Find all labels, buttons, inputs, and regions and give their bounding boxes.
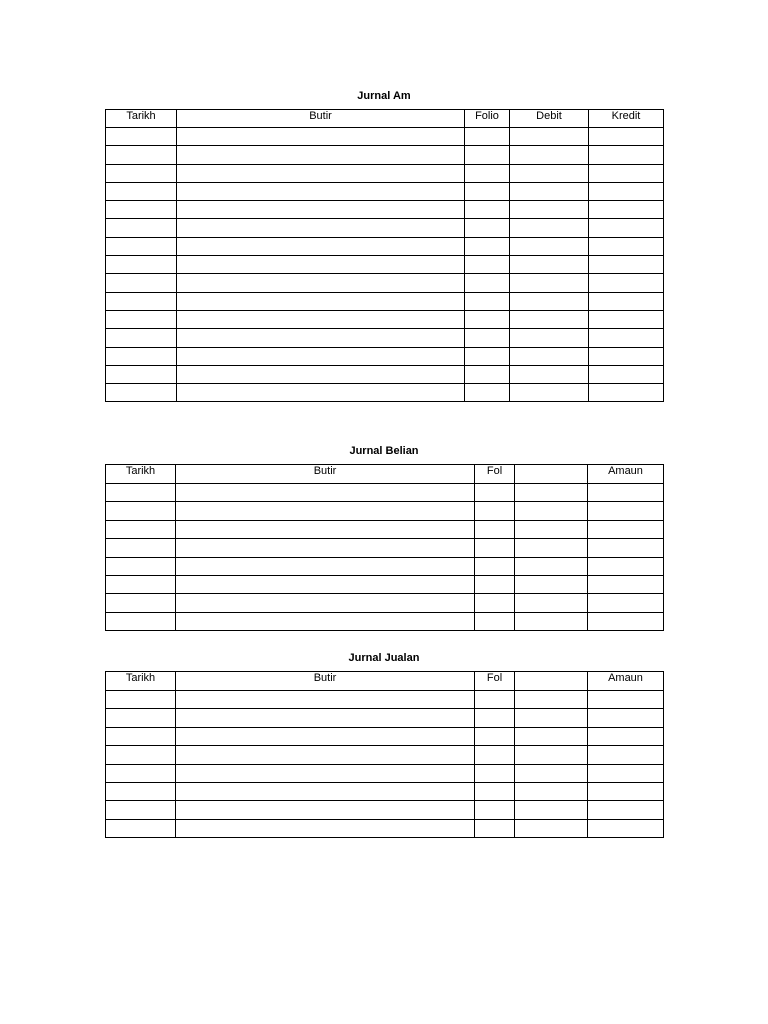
table-cell[interactable] [176, 484, 475, 502]
table-cell[interactable] [510, 384, 589, 402]
table-cell[interactable] [515, 502, 588, 520]
table-cell[interactable] [589, 219, 664, 237]
table-cell[interactable] [465, 365, 510, 383]
table-cell[interactable] [106, 764, 176, 782]
table-cell[interactable] [515, 782, 588, 800]
table-cell[interactable] [106, 484, 176, 502]
header-kredit: Kredit [589, 110, 664, 128]
table-cell[interactable] [510, 128, 589, 146]
table-cell[interactable] [106, 709, 176, 727]
table-row [106, 256, 664, 274]
table-row [106, 502, 664, 520]
table-row [106, 274, 664, 292]
table-cell[interactable] [475, 484, 515, 502]
table-cell[interactable] [510, 329, 589, 347]
table-cell[interactable] [589, 164, 664, 182]
table-cell[interactable] [510, 256, 589, 274]
table-cell[interactable] [106, 691, 176, 709]
table-cell[interactable] [106, 801, 176, 819]
header-amaun: Amaun [588, 672, 664, 691]
table-cell[interactable] [176, 612, 475, 630]
table-cell[interactable] [176, 727, 475, 745]
table-cell[interactable] [510, 310, 589, 328]
table-cell[interactable] [515, 594, 588, 612]
table-cell[interactable] [176, 594, 475, 612]
table-cell[interactable] [177, 128, 465, 146]
header-folio: Folio [465, 110, 510, 128]
table-cell[interactable] [106, 520, 176, 538]
table-cell[interactable] [177, 182, 465, 200]
table-cell[interactable] [465, 384, 510, 402]
table-cell[interactable] [177, 347, 465, 365]
table-row [106, 128, 664, 146]
table-cell[interactable] [510, 274, 589, 292]
table-cell[interactable] [589, 347, 664, 365]
table-cell[interactable] [588, 746, 664, 764]
table-cell[interactable] [589, 237, 664, 255]
jurnal-jualan-table [105, 671, 664, 838]
table-cell[interactable] [515, 709, 588, 727]
table-cell[interactable] [588, 764, 664, 782]
table-cell[interactable] [475, 520, 515, 538]
table-cell[interactable] [475, 727, 515, 745]
table-row [106, 575, 664, 593]
table-cell[interactable] [106, 292, 177, 310]
table-cell[interactable] [106, 365, 177, 383]
table-cell[interactable] [515, 801, 588, 819]
table-cell[interactable] [177, 201, 465, 219]
table-cell[interactable] [510, 146, 589, 164]
table-cell[interactable] [588, 709, 664, 727]
table-cell[interactable] [588, 819, 664, 837]
table-cell[interactable] [465, 274, 510, 292]
table-cell[interactable] [475, 764, 515, 782]
table-cell[interactable] [106, 502, 176, 520]
table-cell[interactable] [515, 557, 588, 575]
table-row [106, 365, 664, 383]
table-cell[interactable] [588, 520, 664, 538]
header-tarikh: Tarikh [106, 465, 176, 484]
table-cell[interactable] [589, 329, 664, 347]
table-cell[interactable] [515, 746, 588, 764]
table-cell[interactable] [176, 539, 475, 557]
table-row [106, 801, 664, 819]
table-cell[interactable] [515, 484, 588, 502]
table-cell[interactable] [106, 347, 177, 365]
table-cell[interactable] [106, 819, 176, 837]
header-butir: Butir [177, 110, 465, 128]
header-butir: Butir [176, 672, 475, 691]
table-cell[interactable] [176, 746, 475, 764]
table-cell[interactable] [177, 329, 465, 347]
table-cell[interactable] [465, 182, 510, 200]
table-cell[interactable] [177, 237, 465, 255]
header-blank [515, 465, 588, 484]
table-cell[interactable] [465, 256, 510, 274]
header-debit: Debit [510, 110, 589, 128]
table-cell[interactable] [588, 782, 664, 800]
jurnal-am-title: Jurnal Am [357, 90, 411, 102]
header-fol: Fol [475, 672, 515, 691]
table-row [106, 709, 664, 727]
table-row [106, 612, 664, 630]
table-cell[interactable] [106, 727, 176, 745]
table-cell[interactable] [589, 146, 664, 164]
table-cell[interactable] [475, 557, 515, 575]
table-cell[interactable] [588, 727, 664, 745]
table-row [106, 329, 664, 347]
jurnal-am-table [105, 109, 664, 402]
table-cell[interactable] [106, 746, 176, 764]
table-row [106, 764, 664, 782]
table-cell[interactable] [106, 164, 177, 182]
table-cell[interactable] [176, 575, 475, 593]
table-cell[interactable] [177, 146, 465, 164]
table-cell[interactable] [589, 256, 664, 274]
table-row [106, 292, 664, 310]
table-cell[interactable] [588, 612, 664, 630]
table-cell[interactable] [588, 557, 664, 575]
header-butir: Butir [176, 465, 475, 484]
table-row [106, 782, 664, 800]
table-cell[interactable] [475, 746, 515, 764]
table-cell[interactable] [515, 612, 588, 630]
header-fol: Fol [475, 465, 515, 484]
header-amaun: Amaun [588, 465, 664, 484]
table-cell[interactable] [589, 201, 664, 219]
table-row [106, 347, 664, 365]
table-cell[interactable] [589, 128, 664, 146]
table-row [106, 539, 664, 557]
table-row [106, 201, 664, 219]
table-cell[interactable] [106, 274, 177, 292]
table-cell[interactable] [515, 764, 588, 782]
table-cell[interactable] [589, 310, 664, 328]
table-cell[interactable] [106, 146, 177, 164]
table-cell[interactable] [176, 502, 475, 520]
jurnal-jualan-title: Jurnal Jualan [348, 652, 420, 664]
table-cell[interactable] [177, 219, 465, 237]
table-cell[interactable] [475, 691, 515, 709]
table-row [106, 164, 664, 182]
table-cell[interactable] [465, 292, 510, 310]
table-cell[interactable] [465, 219, 510, 237]
table-cell[interactable] [106, 539, 176, 557]
table-cell[interactable] [106, 310, 177, 328]
table-cell[interactable] [510, 164, 589, 182]
table-cell[interactable] [106, 219, 177, 237]
table-row [106, 146, 664, 164]
table-cell[interactable] [465, 164, 510, 182]
table-cell[interactable] [588, 594, 664, 612]
table-cell[interactable] [176, 764, 475, 782]
table-cell[interactable] [106, 201, 177, 219]
jurnal-belian-title: Jurnal Belian [349, 445, 419, 457]
table-row [106, 691, 664, 709]
table-row [106, 594, 664, 612]
table-cell[interactable] [475, 594, 515, 612]
table-cell[interactable] [176, 557, 475, 575]
table-cell[interactable] [588, 484, 664, 502]
table-cell[interactable] [589, 365, 664, 383]
table-cell[interactable] [589, 182, 664, 200]
table-cell[interactable] [589, 292, 664, 310]
table-cell[interactable] [465, 237, 510, 255]
header-tarikh: Tarikh [106, 110, 177, 128]
table-cell[interactable] [589, 274, 664, 292]
table-cell[interactable] [106, 256, 177, 274]
table-cell[interactable] [515, 539, 588, 557]
table-cell[interactable] [106, 237, 177, 255]
table-cell[interactable] [465, 310, 510, 328]
table-cell[interactable] [176, 709, 475, 727]
table-row [106, 819, 664, 837]
table-cell[interactable] [475, 819, 515, 837]
table-cell[interactable] [475, 612, 515, 630]
table-cell[interactable] [515, 520, 588, 538]
table-cell[interactable] [176, 801, 475, 819]
table-cell[interactable] [510, 292, 589, 310]
table-cell[interactable] [510, 237, 589, 255]
table-cell[interactable] [510, 219, 589, 237]
table-cell[interactable] [176, 782, 475, 800]
table-cell[interactable] [515, 819, 588, 837]
table-cell[interactable] [588, 502, 664, 520]
table-cell[interactable] [106, 329, 177, 347]
table-cell[interactable] [177, 164, 465, 182]
table-row [106, 237, 664, 255]
table-cell[interactable] [515, 575, 588, 593]
jurnal-belian-table [105, 464, 664, 631]
table-cell[interactable] [177, 274, 465, 292]
table-row [106, 557, 664, 575]
table-cell[interactable] [176, 819, 475, 837]
table-row [106, 219, 664, 237]
table-header-row [106, 672, 664, 691]
header-tarikh: Tarikh [106, 672, 176, 691]
table-cell[interactable] [515, 727, 588, 745]
table-cell[interactable] [588, 801, 664, 819]
table-cell[interactable] [475, 801, 515, 819]
table-cell[interactable] [515, 691, 588, 709]
table-cell[interactable] [588, 691, 664, 709]
table-cell[interactable] [510, 201, 589, 219]
table-cell[interactable] [177, 256, 465, 274]
table-cell[interactable] [475, 502, 515, 520]
table-row [106, 384, 664, 402]
table-cell[interactable] [465, 128, 510, 146]
table-cell[interactable] [177, 310, 465, 328]
table-cell[interactable] [176, 520, 475, 538]
table-cell[interactable] [510, 182, 589, 200]
table-cell[interactable] [106, 782, 176, 800]
table-cell[interactable] [106, 594, 176, 612]
table-cell[interactable] [106, 557, 176, 575]
table-header-row [106, 110, 664, 128]
table-cell[interactable] [475, 575, 515, 593]
table-cell[interactable] [177, 365, 465, 383]
table-cell[interactable] [177, 292, 465, 310]
table-cell[interactable] [465, 146, 510, 164]
table-cell[interactable] [475, 709, 515, 727]
table-row [106, 484, 664, 502]
table-cell[interactable] [106, 128, 177, 146]
table-cell[interactable] [510, 347, 589, 365]
table-cell[interactable] [589, 384, 664, 402]
table-row [106, 182, 664, 200]
table-row [106, 746, 664, 764]
table-row [106, 310, 664, 328]
table-cell[interactable] [106, 384, 177, 402]
table-row [106, 727, 664, 745]
table-cell[interactable] [106, 612, 176, 630]
table-cell[interactable] [475, 782, 515, 800]
table-cell[interactable] [475, 539, 515, 557]
table-cell[interactable] [465, 329, 510, 347]
table-cell[interactable] [465, 347, 510, 365]
table-header-row [106, 465, 664, 484]
table-cell[interactable] [588, 539, 664, 557]
table-cell[interactable] [177, 384, 465, 402]
table-cell[interactable] [588, 575, 664, 593]
table-cell[interactable] [106, 575, 176, 593]
table-cell[interactable] [176, 691, 475, 709]
header-blank [515, 672, 588, 691]
table-cell[interactable] [465, 201, 510, 219]
table-cell[interactable] [106, 182, 177, 200]
table-cell[interactable] [510, 365, 589, 383]
table-row [106, 520, 664, 538]
